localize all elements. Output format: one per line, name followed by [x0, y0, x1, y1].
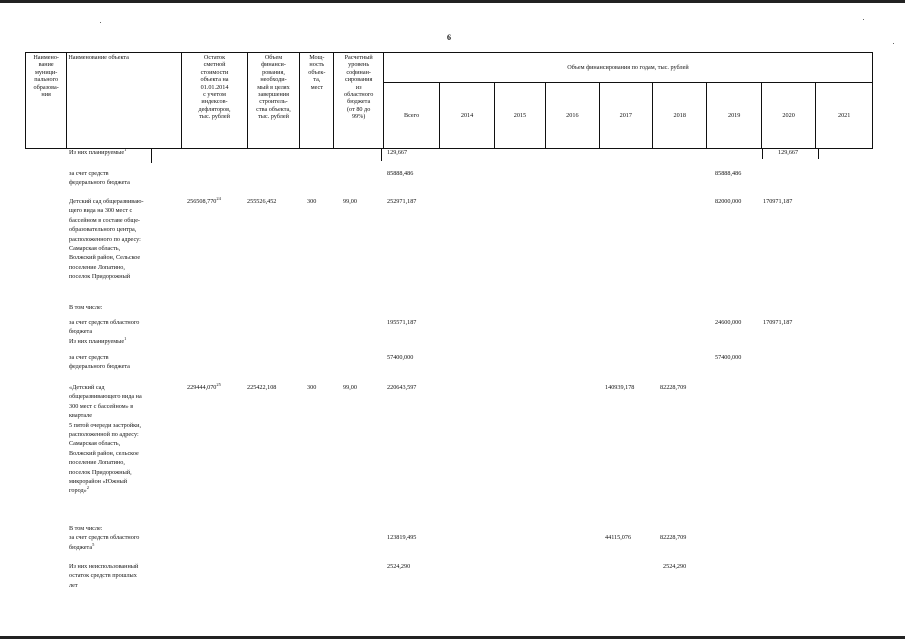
row-federal-2-2019: 57400,000 [715, 354, 742, 361]
header-municipality: Наимено- вание муници- пального образова- ния [26, 53, 67, 149]
row-federal-2-total: 57400,000 [387, 354, 414, 361]
row-kindergarten-1-name: Детский сад общеразвиваю- щего вида на 300 мест с бассейном в составе обще- образовательного центра, расположенного по адресу: Самарская область, Волжский район, Сельское поселение Лопатино, поселок Придорожный [69, 198, 144, 281]
row-regional-2019: 24600,000 [715, 319, 742, 326]
row-kindergarten-1-2020: 170971,187 [763, 198, 793, 205]
header-year-2017: 2017 [599, 83, 652, 149]
row-kindergarten-2-volume: 225422,108 [247, 384, 277, 391]
row-federal-total: 85888,486 [387, 170, 414, 177]
row-planned-total: 129,667 [387, 149, 408, 156]
row-regional-label: за счет средств областного бюджета Из них планируемые$^1$ [69, 319, 140, 345]
row-unused-balance-label: Из них неиспользованный остаток средств прошлых лет [69, 563, 139, 589]
header-object: Наименование объекта [67, 53, 182, 149]
header-year-2014: 2014 [440, 83, 494, 149]
row-kindergarten-1-volume: 255526,452 [247, 198, 277, 205]
row-unused-balance-total: 2524,290 [387, 563, 411, 570]
header-table [25, 52, 873, 149]
header-year-2020: 2020 [761, 83, 815, 149]
row-kindergarten-2-2018: 82228,709 [660, 384, 687, 391]
row-regional-2-total: 123819,495 [387, 534, 417, 541]
header-level: Расчетный уровень софинан- сирования из областного бюджета (от 80 до 99%) [334, 53, 383, 149]
row-kindergarten-2-2017: 140939,178 [605, 384, 635, 391]
top-border [0, 0, 905, 3]
scan-speck [863, 19, 864, 20]
row-kindergarten-2-level: 99,00 [343, 384, 357, 391]
header-year-2021: 2021 [816, 83, 873, 149]
row-planned-label: Из них планируемые$^1$ [69, 147, 127, 156]
row-regional-2020: 170971,187 [763, 319, 793, 326]
row-regional-2-2017: 44115,076 [605, 534, 632, 541]
row-kindergarten-1-level: 99,00 [343, 198, 357, 205]
header-volume: Объем финанси- рования, необходи- мый в целях завершения строитель- ства объекта, тыс. рублей [247, 53, 299, 149]
row-kindergarten-2-capacity: 300 [307, 384, 317, 391]
scan-speck [893, 43, 894, 44]
page-number: 6 [447, 33, 451, 42]
header-remaining: Остаток сметной стоимости объекта на 01.01.2014 с учетом индексов- дефляторов, тыс. рублей [182, 53, 248, 149]
row-federal-2-label: за счет средств федерального бюджета [69, 354, 130, 371]
header-capacity: Мощ- ность объек- та, мест [300, 53, 334, 149]
row-kindergarten-1-2019: 82000,000 [715, 198, 742, 205]
header-year-2019: 2019 [707, 83, 761, 149]
row-unused-balance-2018: 2524,290 [663, 563, 687, 570]
row-kindergarten-1-total: 252971,187 [387, 198, 417, 205]
header-year-2015: 2015 [494, 83, 545, 149]
row-kindergarten-2-remaining: 229444,070$^{25}$ [187, 382, 221, 391]
row-including-label: В том числе: [69, 304, 103, 311]
row-regional-total: 195571,187 [387, 319, 417, 326]
header-year-2016: 2016 [546, 83, 599, 149]
row-federal-2019: 85888,486 [715, 170, 742, 177]
bottom-border [0, 636, 905, 639]
header-year-2018: 2018 [653, 83, 707, 149]
row-kindergarten-2-total: 220643,597 [387, 384, 417, 391]
header-years-group: Объем финансирования по годам, тыс. рублей [383, 53, 872, 83]
row-kindergarten-1-capacity: 300 [307, 198, 317, 205]
row-kindergarten-2-name: «Детский сад общеразвивающего вида на 300 мест с бассейном» в квартале 5 пятой очереди застройки, расположенной по адресу: Самарская область, Волжский район, сельское поселение Лопатино, поселок Придорожный, микрорайон «Южный город»$^2$ [69, 384, 142, 495]
row-regional-2-label: В том числе: за счет средств областного бюджета$^5$ [69, 525, 140, 551]
row-regional-2-2018: 82228,709 [660, 534, 687, 541]
row-federal-label: за счет средств федерального бюджета [69, 170, 130, 187]
scan-speck [100, 22, 101, 23]
row-planned-2020: 129,667 [778, 149, 799, 156]
header-year-total: Всего [383, 83, 439, 149]
row-kindergarten-1-remaining: 256508,770$^{24}$ [187, 196, 221, 205]
